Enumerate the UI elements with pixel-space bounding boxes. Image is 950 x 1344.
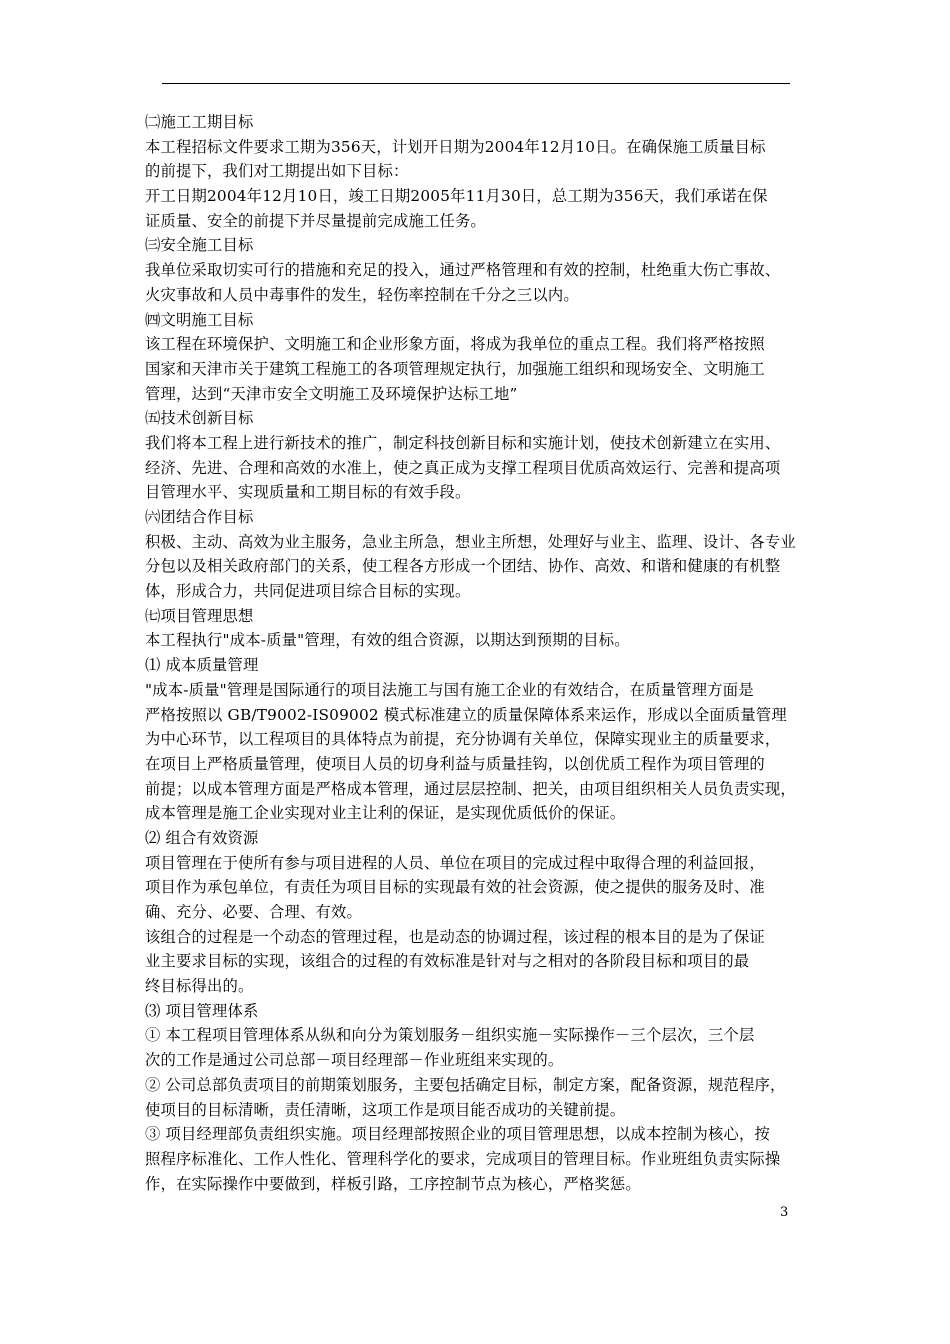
text-line: 本工程招标文件要求工期为356天，计划开日期为2004年12月10日。在确保施工质量目标 (145, 137, 766, 156)
text-line: 业主要求目标的实现，该组合的过程的有效标准是针对与之相对的各阶段目标和项目的最 (145, 952, 750, 971)
text-line: 积极、主动、高效为业主服务，急业主所急，想业主所想，处理好与业主、监理、设计、各专业 (145, 532, 796, 551)
text-line: 前提；以成本管理方面是严格成本管理，通过层层控制、把关，由项目组织相关人员负责实现， (145, 779, 796, 798)
text-line: 终目标得出的。 (145, 977, 254, 996)
text-line: ㈦项目管理思想 (145, 606, 254, 625)
text-line: ㈤技术创新目标 (145, 409, 254, 428)
text-line: 作，在实际操作中要做到，样板引路，工序控制节点为核心，严格奖惩。 (145, 1174, 641, 1193)
document-body (145, 110, 813, 1196)
text-line: 我单位采取切实可行的措施和充足的投入，通过严格管理和有效的控制，杜绝重大伤亡事故、 (145, 261, 781, 280)
text-line: ⑶ 项目管理体系 (145, 1001, 259, 1020)
text-line: 目管理水平、实现质量和工期目标的有效手段。 (145, 483, 471, 502)
text-line: 在项目上严格质量管理，使项目人员的切身利益与质量挂钩，以创优质工程作为项目管理的 (145, 754, 765, 773)
text-line: 体，形成合力，共同促进项目综合目标的实现。 (145, 582, 471, 601)
text-line: ② 公司总部负责项目的前期策划服务，主要包括确定目标，制定方案，配备资源，规范程序， (145, 1075, 786, 1094)
text-line: 严格按照以 GB/T9002-IS09002 模式标准建立的质量保障体系来运作，形成以全面质量管理 (145, 705, 787, 724)
text-line: 成本管理是施工企业实现对业主让利的保证，是实现优质低价的保证。 (145, 804, 626, 823)
text-line: ① 本工程项目管理体系从纵和向分为策划服务－组织实施－实际操作－三个层次，三个层 (145, 1026, 755, 1045)
text-line: ㈣文明施工目标 (145, 310, 254, 329)
text-line: 照程序标准化、工作人性化、管理科学化的要求，完成项目的管理目标。作业班组负责实际操 (145, 1149, 781, 1168)
text-line: "成本-质量"管理是国际通行的项目法施工与国有施工企业的有效结合，在质量管理方面是 (145, 680, 754, 699)
text-line: ⑵ 组合有效资源 (145, 828, 259, 847)
text-line: 项目管理在于使所有参与项目进程的人员、单位在项目的完成过程中取得合理的利益回报， (145, 853, 765, 872)
text-line: ③ 项目经理部负责组织实施。项目经理部按照企业的项目管理思想，以成本控制为核心，按 (145, 1125, 770, 1144)
text-line: ㈥团结合作目标 (145, 508, 254, 526)
text-line: 分包以及相关政府部门的关系，使工程各方形成一个团结、协作、高效、和谐和健康的有机整 (145, 557, 781, 576)
text-line: 为中心环节，以工程项目的具体特点为前提，充分协调有关单位，保障实现业主的质量要求， (145, 730, 781, 749)
text-line: 使项目的目标清晰，责任清晰，这项工作是项目能否成功的关键前提。 (145, 1100, 626, 1119)
header-rule (162, 83, 790, 84)
text-line: 该工程在环境保护、文明施工和企业形象方面，将成为我单位的重点工程。我们将严格按照 (145, 335, 765, 354)
text-line: 管理，达到“天津市安全文明施工及环境保护达标工地” (145, 384, 518, 403)
text-line: 次的工作是通过公司总部－项目经理部－作业班组来实现的。 (145, 1051, 564, 1070)
text-line: 的前提下，我们对工期提出如下目标： (145, 162, 409, 181)
text-line: 火灾事故和人员中毒事件的发生，轻伤率控制在千分之三以内。 (145, 285, 579, 304)
text-line: ㈢安全施工目标 (145, 236, 254, 255)
text-line: ⑴ 成本质量管理 (145, 656, 259, 675)
text-line: 该组合的过程是一个动态的管理过程，也是动态的协调过程，该过程的根本目的是为了保证 (145, 927, 765, 946)
text-line: 我们将本工程上进行新技术的推广，制定科技创新目标和实施计划，使技术创新建立在实用、 (145, 433, 781, 452)
text-line: 证质量、安全的前提下并尽量提前完成施工任务。 (145, 211, 486, 230)
text-line: 经济、先进、合理和高效的水准上，使之真正成为支撑工程项目优质高效运行、完善和提高项 (145, 458, 781, 477)
page-number: 3 (780, 1205, 789, 1220)
text-line: 国家和天津市关于建筑工程施工的各项管理规定执行，加强施工组织和现场安全、文明施工 (145, 359, 765, 378)
text-line: 开工日期2004年12月10日，竣工日期2005年11月30日，总工期为356天，我们承诺在保 (145, 187, 768, 206)
text-line: ㈡施工工期目标 (145, 113, 254, 131)
text-line: 确、充分、必要、合理、有效。 (145, 903, 362, 921)
text-line: 项目作为承包单位，有责任为项目目标的实现最有效的社会资源，使之提供的服务及时、准 (145, 878, 765, 897)
text-line: 本工程执行"成本-质量"管理，有效的组合资源，以期达到预期的目标。 (145, 631, 630, 650)
